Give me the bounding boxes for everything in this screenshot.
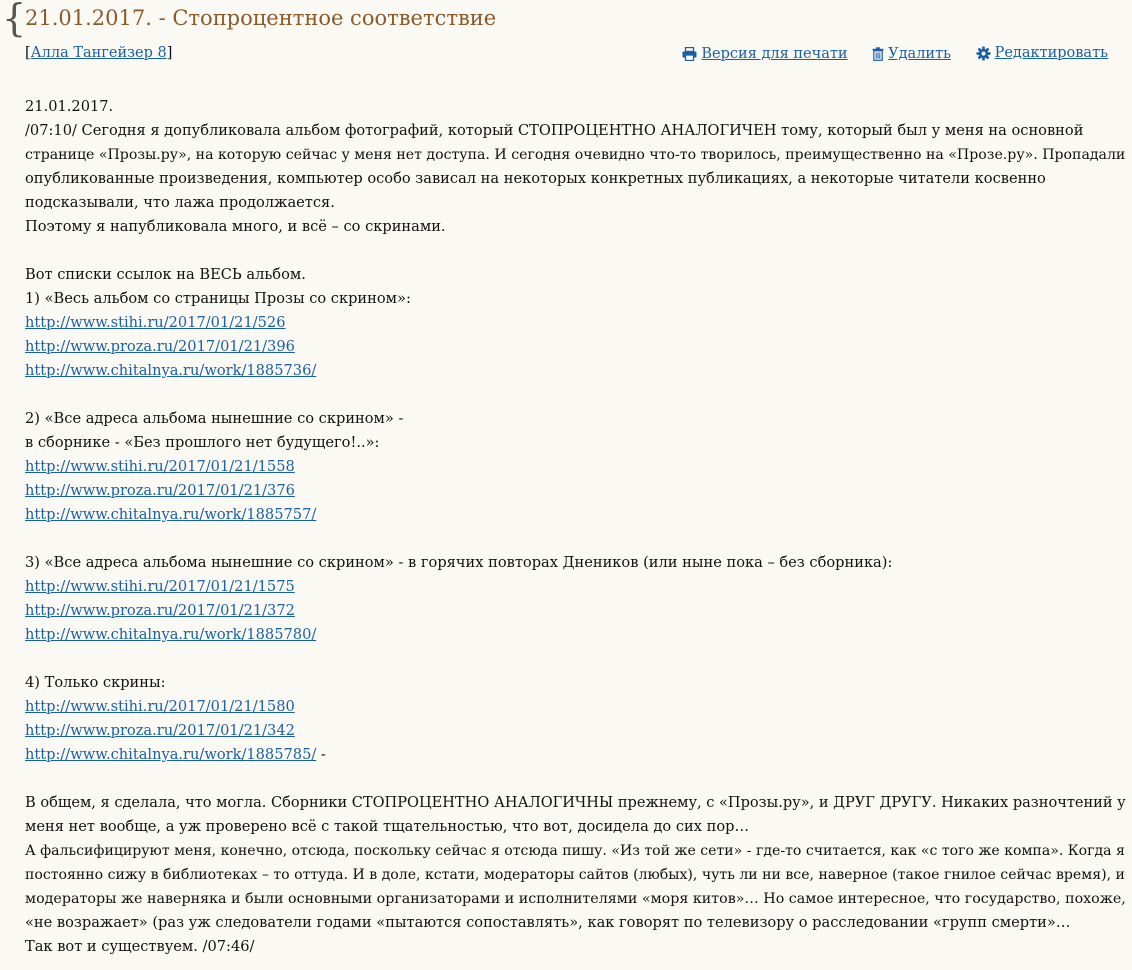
paragraph-line: опубликованные произведения, компьютер особо зависал на некоторых конкретных публикациях, а некоторые читатели косвенно — [25, 170, 1046, 187]
entry-date: 21.01.2017. — [25, 98, 114, 115]
delete-label: Удалить — [888, 45, 951, 62]
link-chitalnya-1885757[interactable]: http://www.chitalnya.ru/work/1885757/ — [25, 506, 317, 523]
paragraph-line: странице «Прозы.ру», на которую сейчас у меня нет доступа. И сегодня очевидно что-то творилось, преимущественно на «Прозе.ру». Пропадали — [25, 147, 1126, 163]
author-link[interactable]: Алла Тангейзер 8 — [30, 45, 167, 61]
link-proza-372[interactable]: http://www.proza.ru/2017/01/21/372 — [25, 602, 295, 619]
entry-body — [25, 95, 1125, 959]
link-proza-342[interactable]: http://www.proza.ru/2017/01/21/342 — [25, 722, 295, 739]
link-proza-396[interactable]: http://www.proza.ru/2017/01/21/396 — [25, 338, 295, 355]
blank-line — [25, 239, 1125, 263]
lists-intro: Вот списки ссылок на ВЕСЬ альбом. — [25, 266, 306, 283]
link-chitalnya-1885785[interactable]: http://www.chitalnya.ru/work/1885785/ — [25, 746, 317, 763]
blank-line — [25, 527, 1125, 551]
link-stihi-526[interactable]: http://www.stihi.ru/2017/01/21/526 — [25, 314, 286, 331]
section-3-heading: 3) «Все адреса альбома нынешние со скрином» - в горячих повторах Днеников (или ныне пока – без сборника): — [25, 554, 893, 571]
link-proza-376[interactable]: http://www.proza.ru/2017/01/21/376 — [25, 482, 295, 499]
edit-button[interactable] — [976, 42, 1108, 64]
meta-row — [25, 42, 1108, 64]
print-version-button[interactable] — [682, 43, 847, 65]
paragraph-line: модераторы же наверняка и были основными организаторами и исполнителями «моря китов»… Но самое интересное, что государство, похоже, — [25, 891, 1126, 907]
section-4-heading: 4) Только скрины: — [25, 674, 166, 691]
paragraph-line: подсказывали, что лажа продолжается. — [25, 194, 335, 211]
link-stihi-1580[interactable]: http://www.stihi.ru/2017/01/21/1580 — [25, 698, 295, 715]
section-2-subheading: в сборнике - «Без прошлого нет будущего!..»: — [25, 434, 380, 451]
title-row — [0, 0, 1132, 40]
link-chitalnya-1885736[interactable]: http://www.chitalnya.ru/work/1885736/ — [25, 362, 317, 379]
link-stihi-1575[interactable]: http://www.stihi.ru/2017/01/21/1575 — [25, 578, 295, 595]
page-title: 21.01.2017. - Стопроцентное соответствие — [25, 6, 497, 30]
blank-line — [25, 383, 1125, 407]
edit-label: Редактировать — [994, 45, 1108, 61]
paragraph-line: В общем, я сделала, что могла. Сборники СТОПРОЦЕНТНО АНАЛОГИЧНЫ прежнему, с «Прозы.ру», и ДРУГ ДРУГУ. Никаких разночтений у — [25, 794, 1126, 811]
gear-icon — [976, 46, 991, 61]
section-1-heading: 1) «Весь альбом со страницы Прозы со скрином»: — [25, 290, 411, 307]
delete-button[interactable] — [872, 43, 951, 65]
paragraph-line: меня нет вообще, а уж проверено всё с такой тщательностью, что вот, досидела до сих пор… — [25, 818, 750, 835]
print-version-label: Версия для печати — [701, 45, 848, 62]
section-2-heading: 2) «Все адреса альбома нынешние со скрином» - — [25, 410, 404, 427]
trailing-dash: - — [316, 746, 326, 763]
link-chitalnya-1885780[interactable]: http://www.chitalnya.ru/work/1885780/ — [25, 626, 317, 643]
brace-decoration: { — [2, 0, 27, 40]
closing-line: Так вот и существуем. /07:46/ — [25, 938, 255, 955]
entry-actions — [662, 42, 1108, 68]
paragraph-line: постоянно сижу в библиотеках – то оттуда. И в доле, кстати, модераторы сайтов (любых), чуть ли ни все, наверное (такое гнилое сейчас время), и — [25, 867, 1125, 883]
author-bracket-close: ] — [166, 45, 173, 61]
paragraph-line: Поэтому я напубликовала много, и всё – со скринами. — [25, 218, 446, 235]
paragraph-line: «не возражает» (раз уж следователи годами «пытаются сопоставлять», как говорят по телевизору о расследовании «групп смерти»… — [25, 914, 1071, 931]
paragraph-line: /07:10/ Сегодня я допубликовала альбом фотографий, который СТОПРОЦЕНТНО АНАЛОГИЧЕН тому, который был у меня на основной — [25, 122, 1084, 139]
author-bracket-open: [ — [25, 45, 31, 61]
blank-line — [25, 647, 1125, 671]
author-line — [25, 42, 172, 64]
link-stihi-1558[interactable]: http://www.stihi.ru/2017/01/21/1558 — [25, 458, 295, 475]
printer-icon — [682, 47, 697, 61]
paragraph-line: А фальсифицируют меня, конечно, отсюда, поскольку сейчас я отсюда пишу. «Из той же сети» - где-то считается, как «с того же компа». Когда я — [25, 843, 1125, 859]
blank-line — [25, 767, 1125, 791]
trash-icon — [872, 47, 884, 61]
